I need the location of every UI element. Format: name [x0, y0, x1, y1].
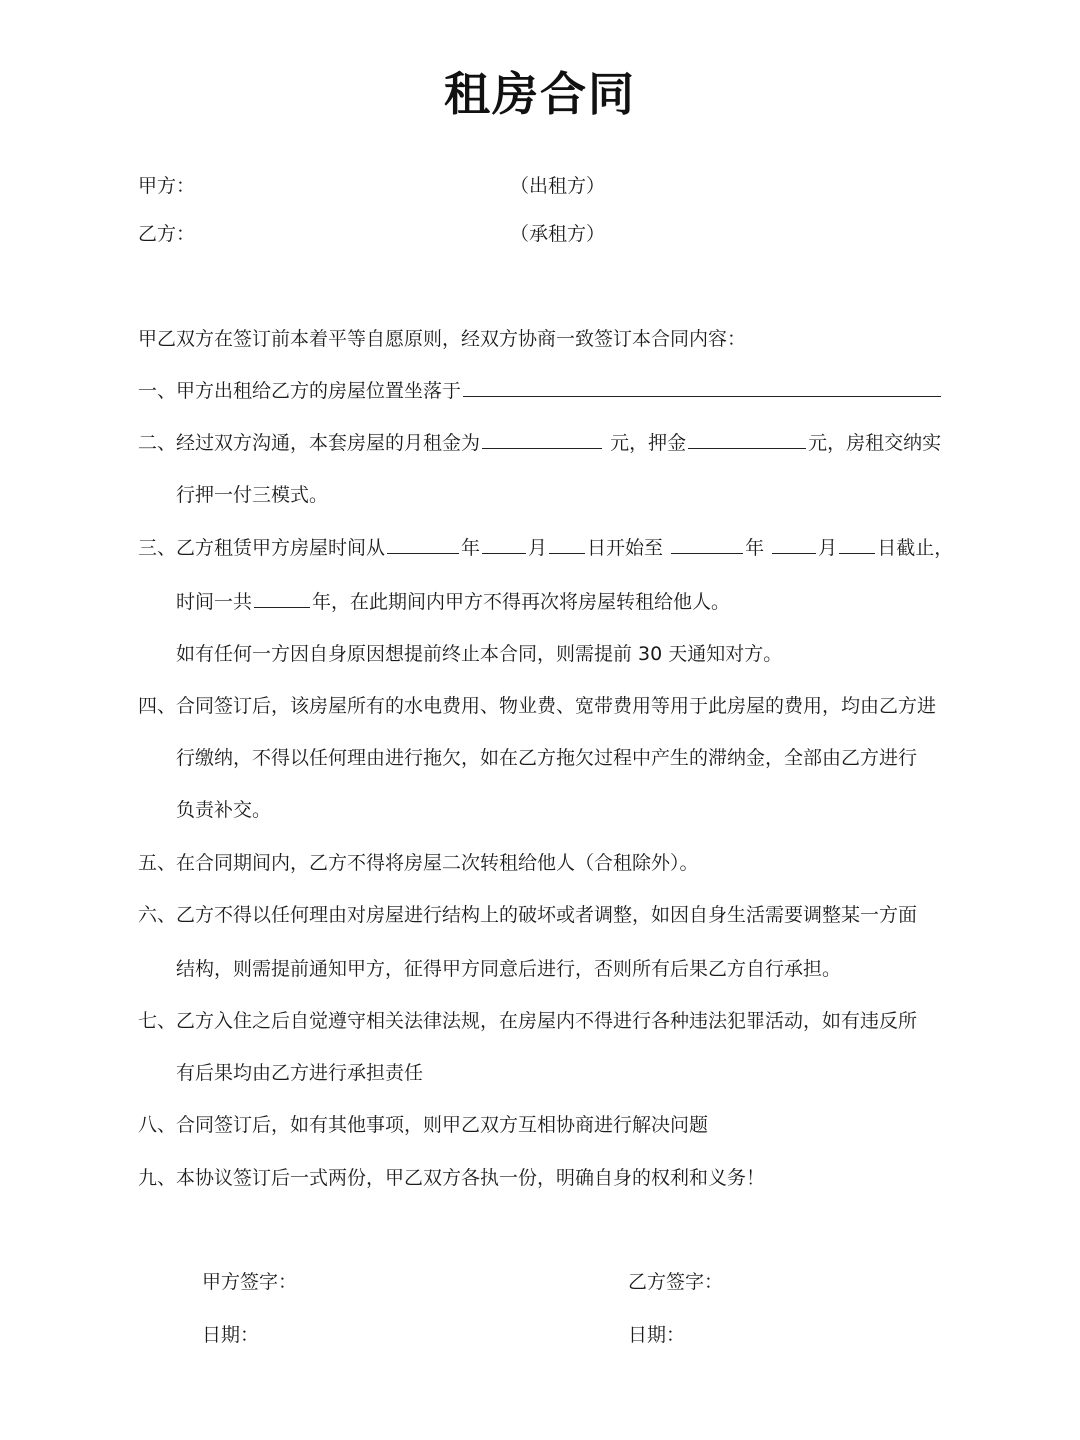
clause-1-text: 一、甲方出租给乙方的房屋位置坐落于 — [138, 380, 462, 402]
party-b-role: （承租方） — [510, 223, 606, 245]
term-years-blank[interactable] — [254, 589, 310, 608]
party-b-label: 乙方： — [138, 223, 196, 245]
party-a-role: （出租方） — [510, 175, 606, 197]
address-blank[interactable] — [463, 378, 941, 397]
clause-4-line-3: 负责补交。 — [176, 799, 272, 821]
end-year-unit: 年 — [745, 537, 765, 559]
end-month-blank[interactable] — [772, 535, 816, 554]
clause-8: 八、合同签订后，如有其他事项，则甲乙双方互相协商进行解决问题 — [138, 1114, 709, 1136]
clause-2 — [138, 430, 941, 456]
clause-3-text-b: 时间一共 — [176, 591, 253, 613]
rent-blank[interactable] — [482, 430, 602, 449]
clause-4-line-2: 行缴纳，不得以任何理由进行拖欠，如在乙方拖欠过程中产生的滞纳金，全部由乙方进行 — [176, 747, 918, 769]
clause-2-text-b: 元，押金 — [610, 432, 687, 454]
clause-9: 九、本协议签订后一式两份，甲乙双方各执一份，明确自身的权利和义务！ — [138, 1167, 766, 1189]
party-b-date[interactable]: 日期： — [628, 1324, 686, 1346]
start-day-blank[interactable] — [549, 535, 585, 554]
party-a-signature[interactable]: 甲方签字： — [202, 1271, 298, 1293]
start-month-blank[interactable] — [482, 535, 526, 554]
start-year-unit: 年 — [461, 537, 481, 559]
clause-3-text-c: 年，在此期间内甲方不得再次将房屋转租给他人。 — [312, 591, 731, 613]
clause-7-line-2: 有后果均由乙方进行承担责任 — [176, 1062, 424, 1084]
start-day-unit: 日开始至 — [587, 537, 664, 559]
clause-2-text-c: 元，房租交纳实 — [808, 432, 942, 454]
clause-3-termination: 如有任何一方因自身原因想提前终止本合同，则需提前 30 天通知对方。 — [176, 643, 783, 665]
party-b-signature[interactable]: 乙方签字： — [628, 1271, 724, 1293]
end-month-unit: 月 — [818, 537, 838, 559]
clause-1 — [138, 378, 943, 404]
clause-5: 五、在合同期间内，乙方不得将房屋二次转租给他人（合租除外）。 — [138, 852, 699, 874]
start-year-blank[interactable] — [387, 535, 459, 554]
party-a-label: 甲方： — [138, 175, 196, 197]
end-year-blank[interactable] — [671, 535, 743, 554]
deposit-blank[interactable] — [688, 430, 806, 449]
clause-4: 四、合同签订后，该房屋所有的水电费用、物业费、宽带费用等用于此房屋的费用，均由乙方进 — [138, 695, 937, 717]
clause-3-continuation — [176, 589, 730, 615]
clause-3-text-a: 三、乙方租赁甲方房屋时间从 — [138, 537, 386, 559]
clause-6-line-2: 结构，则需提前通知甲方，征得甲方同意后进行，否则所有后果乙方自行承担。 — [176, 958, 842, 980]
end-day-unit: 日截止， — [877, 537, 954, 559]
intro-paragraph: 甲乙双方在签订前本着平等自愿原则，经双方协商一致签订本合同内容： — [138, 328, 747, 350]
clause-2-text-a: 二、经过双方沟通，本套房屋的月租金为 — [138, 432, 481, 454]
clause-2-continuation: 行押一付三模式。 — [176, 484, 329, 506]
end-day-blank[interactable] — [839, 535, 875, 554]
document-title: 租房合同 — [444, 67, 636, 121]
clause-7: 七、乙方入住之后自觉遵守相关法律法规，在房屋内不得进行各种违法犯罪活动，如有违反所 — [138, 1010, 918, 1032]
start-month-unit: 月 — [528, 537, 548, 559]
clause-6: 六、乙方不得以任何理由对房屋进行结构上的破坏或者调整，如因自身生活需要调整某一方面 — [138, 904, 918, 926]
clause-3 — [138, 535, 953, 561]
party-a-date[interactable]: 日期： — [202, 1324, 260, 1346]
